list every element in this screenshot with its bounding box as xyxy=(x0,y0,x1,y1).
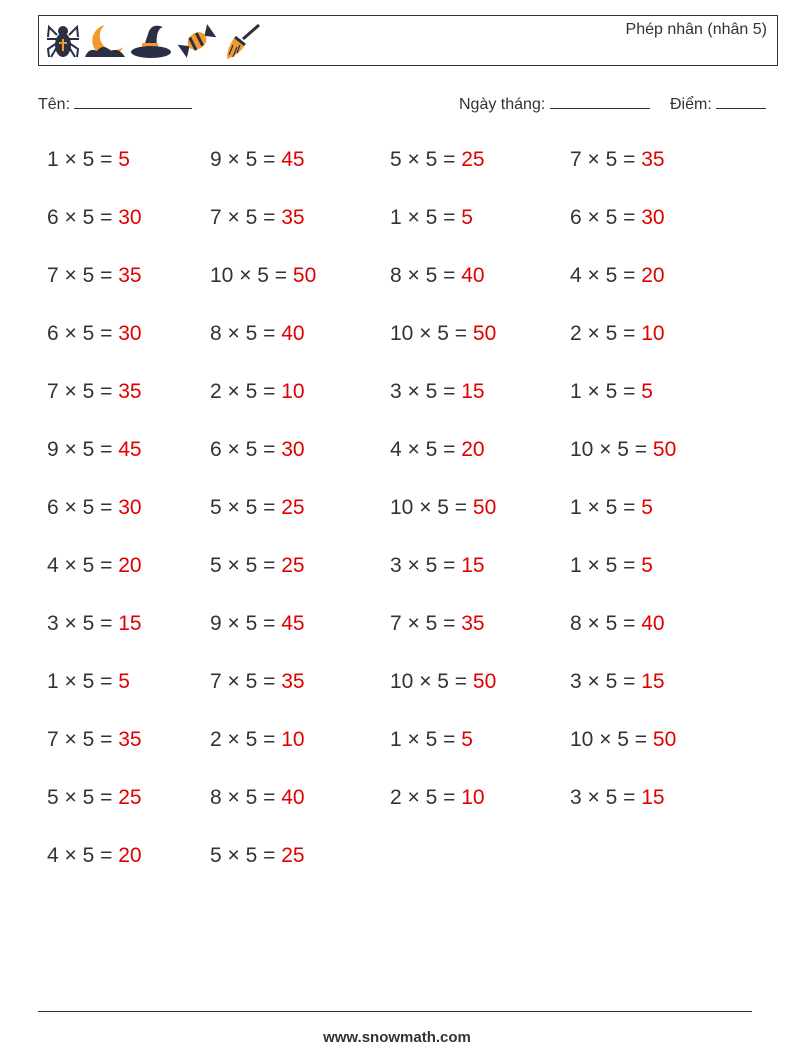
problem-item xyxy=(210,612,305,636)
problem-answer: 30 xyxy=(118,496,142,519)
problem-item xyxy=(390,380,485,404)
score-label: Điểm: xyxy=(670,96,712,113)
problem-answer: 20 xyxy=(118,554,142,577)
problem-item xyxy=(210,554,305,578)
problem-question: 5 × 5 = xyxy=(210,844,276,867)
problem-question: 9 × 5 = xyxy=(210,612,276,635)
problem-item xyxy=(210,206,305,230)
problem-answer: 40 xyxy=(281,322,305,345)
problem-question: 10 × 5 = xyxy=(390,496,468,519)
problem-question: 8 × 5 = xyxy=(210,322,276,345)
problem-item xyxy=(570,786,665,810)
problem-question: 4 × 5 = xyxy=(570,264,636,287)
problem-answer: 30 xyxy=(281,438,305,461)
problem-question: 8 × 5 = xyxy=(210,786,276,809)
problem-item xyxy=(390,322,496,346)
problem-question: 4 × 5 = xyxy=(47,844,113,867)
problem-answer: 35 xyxy=(281,206,305,229)
problem-item xyxy=(210,670,305,694)
problem-answer: 15 xyxy=(118,612,142,635)
problem-answer: 20 xyxy=(641,264,665,287)
problem-question: 4 × 5 = xyxy=(390,438,456,461)
problem-answer: 35 xyxy=(118,380,142,403)
problem-question: 3 × 5 = xyxy=(570,786,636,809)
problem-answer: 10 xyxy=(641,322,665,345)
problem-item xyxy=(47,206,142,230)
problem-answer: 25 xyxy=(281,554,305,577)
problem-item xyxy=(570,148,665,172)
problem-question: 2 × 5 = xyxy=(210,380,276,403)
problem-item xyxy=(390,612,485,636)
problem-item xyxy=(390,728,473,752)
problem-question: 9 × 5 = xyxy=(47,438,113,461)
problem-question: 9 × 5 = xyxy=(210,148,276,171)
problem-item xyxy=(47,148,130,172)
problem-question: 10 × 5 = xyxy=(390,670,468,693)
problem-question: 6 × 5 = xyxy=(47,206,113,229)
problem-question: 2 × 5 = xyxy=(210,728,276,751)
problem-answer: 5 xyxy=(118,148,130,171)
problem-answer: 10 xyxy=(281,380,305,403)
problem-item xyxy=(390,148,485,172)
problem-answer: 30 xyxy=(118,322,142,345)
problem-question: 6 × 5 = xyxy=(570,206,636,229)
problem-answer: 50 xyxy=(652,438,677,461)
problem-answer: 5 xyxy=(641,554,653,577)
problem-question: 5 × 5 = xyxy=(47,786,113,809)
problem-question: 8 × 5 = xyxy=(570,612,636,635)
problem-answer: 10 xyxy=(461,786,485,809)
problem-item xyxy=(570,380,653,404)
problem-answer: 45 xyxy=(281,612,305,635)
problem-question: 5 × 5 = xyxy=(210,554,276,577)
problem-answer: 20 xyxy=(118,844,142,867)
problem-item xyxy=(570,438,676,462)
problem-question: 2 × 5 = xyxy=(390,786,456,809)
problem-answer: 50 xyxy=(472,322,497,345)
problem-item xyxy=(390,264,485,288)
problem-question: 1 × 5 = xyxy=(570,380,636,403)
problem-question: 7 × 5 = xyxy=(570,148,636,171)
problem-question: 10 × 5 = xyxy=(210,264,288,287)
problem-answer: 30 xyxy=(118,206,142,229)
problem-question: 4 × 5 = xyxy=(47,554,113,577)
problem-item xyxy=(570,728,676,752)
footer-divider xyxy=(38,1011,752,1012)
problem-question: 1 × 5 = xyxy=(47,148,113,171)
problem-answer: 5 xyxy=(641,380,653,403)
problem-question: 5 × 5 = xyxy=(390,148,456,171)
problem-item xyxy=(47,322,142,346)
problem-question: 1 × 5 = xyxy=(390,206,456,229)
problem-question: 3 × 5 = xyxy=(570,670,636,693)
problem-answer: 30 xyxy=(641,206,665,229)
problem-answer: 20 xyxy=(461,438,485,461)
problem-item xyxy=(47,728,142,752)
problem-item xyxy=(390,496,496,520)
problem-question: 8 × 5 = xyxy=(390,264,456,287)
problem-question: 1 × 5 = xyxy=(570,554,636,577)
problem-answer: 10 xyxy=(281,728,305,751)
problem-answer: 35 xyxy=(118,264,142,287)
problem-answer: 40 xyxy=(641,612,665,635)
problem-answer: 25 xyxy=(118,786,142,809)
problem-answer: 35 xyxy=(118,728,142,751)
problem-item xyxy=(570,322,665,346)
problem-item xyxy=(210,380,305,404)
problem-answer: 15 xyxy=(641,786,665,809)
problem-question: 1 × 5 = xyxy=(47,670,113,693)
worksheet-title: Phép nhân (nhân 5) xyxy=(625,21,767,38)
problem-answer: 5 xyxy=(118,670,130,693)
problem-answer: 50 xyxy=(652,728,677,751)
problem-item xyxy=(570,670,665,694)
problem-item xyxy=(47,670,130,694)
problem-question: 7 × 5 = xyxy=(47,264,113,287)
problem-question: 7 × 5 = xyxy=(47,728,113,751)
problem-answer: 5 xyxy=(641,496,653,519)
problem-question: 3 × 5 = xyxy=(390,554,456,577)
problem-item xyxy=(570,206,665,230)
problem-answer: 40 xyxy=(461,264,485,287)
problem-item xyxy=(210,786,305,810)
problem-answer: 50 xyxy=(472,496,497,519)
name-label: Tên: xyxy=(38,96,71,113)
problem-item xyxy=(47,786,142,810)
problem-question: 6 × 5 = xyxy=(47,496,113,519)
problem-question: 7 × 5 = xyxy=(390,612,456,635)
problem-question: 10 × 5 = xyxy=(570,438,648,461)
problem-item xyxy=(47,554,142,578)
problem-answer: 45 xyxy=(281,148,305,171)
problem-answer: 15 xyxy=(461,554,485,577)
date-label: Ngày tháng: xyxy=(459,96,546,113)
problem-question: 1 × 5 = xyxy=(570,496,636,519)
problem-question: 1 × 5 = xyxy=(390,728,456,751)
problem-answer: 15 xyxy=(641,670,665,693)
problem-item xyxy=(210,844,305,868)
problem-item xyxy=(570,496,653,520)
problem-answer: 40 xyxy=(281,786,305,809)
problem-item xyxy=(47,438,142,462)
problem-item xyxy=(390,670,496,694)
problem-item xyxy=(47,264,142,288)
problem-answer: 35 xyxy=(641,148,665,171)
problem-item xyxy=(210,148,305,172)
problem-item xyxy=(210,264,316,288)
problem-answer: 50 xyxy=(472,670,497,693)
problem-question: 2 × 5 = xyxy=(570,322,636,345)
problem-answer: 35 xyxy=(281,670,305,693)
problem-item xyxy=(570,264,665,288)
problem-item xyxy=(47,844,142,868)
problem-question: 3 × 5 = xyxy=(390,380,456,403)
problem-item xyxy=(47,380,142,404)
problem-item xyxy=(390,206,473,230)
problem-item xyxy=(390,438,485,462)
problem-item xyxy=(47,612,142,636)
problem-answer: 5 xyxy=(461,728,473,751)
problem-item xyxy=(390,554,485,578)
problem-question: 3 × 5 = xyxy=(47,612,113,635)
problem-question: 7 × 5 = xyxy=(210,670,276,693)
problem-answer: 25 xyxy=(461,148,485,171)
problem-question: 7 × 5 = xyxy=(47,380,113,403)
problem-answer: 25 xyxy=(281,844,305,867)
problem-answer: 50 xyxy=(292,264,317,287)
problem-item xyxy=(570,554,653,578)
problem-answer: 25 xyxy=(281,496,305,519)
problem-item xyxy=(210,322,305,346)
problem-item xyxy=(210,438,305,462)
problem-item xyxy=(390,786,485,810)
problem-question: 6 × 5 = xyxy=(210,438,276,461)
problem-item xyxy=(210,496,305,520)
problem-answer: 15 xyxy=(461,380,485,403)
problem-answer: 5 xyxy=(461,206,473,229)
problem-item xyxy=(570,612,665,636)
problem-item xyxy=(47,496,142,520)
problem-question: 10 × 5 = xyxy=(390,322,468,345)
problem-question: 10 × 5 = xyxy=(570,728,648,751)
problem-question: 6 × 5 = xyxy=(47,322,113,345)
problem-answer: 35 xyxy=(461,612,485,635)
problem-answer: 45 xyxy=(118,438,142,461)
problem-item xyxy=(210,728,305,752)
footer-url[interactable]: www.snowmath.com xyxy=(323,1029,471,1046)
problem-question: 7 × 5 = xyxy=(210,206,276,229)
problem-question: 5 × 5 = xyxy=(210,496,276,519)
